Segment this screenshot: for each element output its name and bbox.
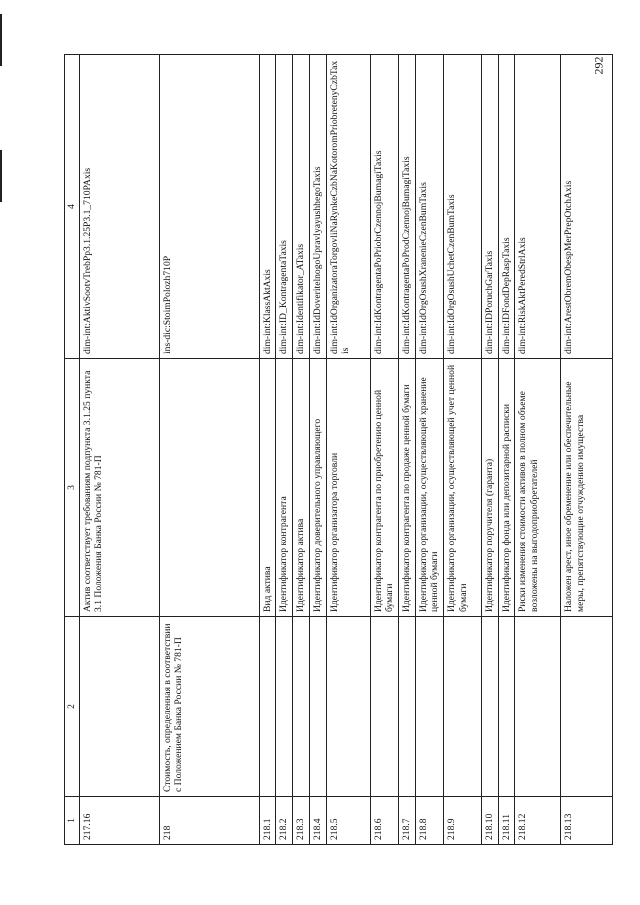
row-name (79, 617, 159, 797)
row-code: dim-int:IdDoveritelnogoUpravlyayushhegoTaxis (309, 55, 326, 359)
row-number: 218 (159, 797, 259, 845)
row-description: Идентификатор контрагента (276, 359, 293, 617)
table-row (259, 55, 276, 845)
row-code: dim-int:ArestObremObespMerPrepOtchAxis (561, 55, 613, 359)
row-name (293, 617, 310, 797)
row-description: Наложен арест, иное обременение или обеспечительные меры, препятствующие отчуждению имущества (561, 359, 613, 617)
row-name (498, 617, 515, 797)
row-number: 218.12 (515, 797, 561, 845)
data-table (64, 54, 613, 845)
row-number: 218.10 (482, 797, 499, 845)
margin-mark-middle (0, 150, 2, 202)
row-code: dim-int:IDFondDepRaspTaxis (498, 55, 515, 359)
row-name (259, 617, 276, 797)
table-row (159, 55, 259, 845)
row-code: dim-int:ID_KontragentaTaxis (276, 55, 293, 359)
row-name (370, 617, 398, 797)
header-col-4: 4 (65, 55, 80, 359)
row-description: Актив соответствует требованиям подпункта 3.1.25 пункта 3.1 Положения Банка России № 781-П (79, 359, 159, 617)
row-description: Вид актива (259, 359, 276, 617)
row-name: Стоимость, определенная в соответствии с Положением Банка России № 781-П (159, 617, 259, 797)
table-header-row (65, 55, 80, 845)
row-code: ins-dic:StoimPolozh710P (159, 55, 259, 359)
table-row (309, 55, 326, 845)
table-row (326, 55, 370, 845)
row-name (276, 617, 293, 797)
row-name (444, 617, 482, 797)
row-description: Идентификатор контрагента по приобретению ценной бумаги (370, 359, 398, 617)
margin-mark-top (0, 14, 2, 66)
table-row (498, 55, 515, 845)
table-row (293, 55, 310, 845)
row-number: 218.5 (326, 797, 370, 845)
row-code: dim-int:Identifikator_ATaxis (293, 55, 310, 359)
row-name (309, 617, 326, 797)
header-col-2: 2 (65, 617, 80, 797)
row-name (482, 617, 499, 797)
row-number: 217.16 (79, 797, 159, 845)
row-code: dim-int:IDPoruchGarTaxis (482, 55, 499, 359)
table-row (444, 55, 482, 845)
table-row (482, 55, 499, 845)
table-row (398, 55, 415, 845)
header-col-3: 3 (65, 359, 80, 617)
row-code: dim-int:IdOrganizatoraTorgovliNaRynkeCzbNaKotoromPriobretenyCzbTaxis (326, 55, 370, 359)
table-row (370, 55, 398, 845)
header-col-1: 1 (65, 797, 80, 845)
row-description (159, 359, 259, 617)
row-description: Идентификатор поручителя (гаранта) (482, 359, 499, 617)
row-name (326, 617, 370, 797)
table-row (79, 55, 159, 845)
row-number: 218.11 (498, 797, 515, 845)
row-number: 218.7 (398, 797, 415, 845)
row-number: 218.13 (561, 797, 613, 845)
row-number: 218.4 (309, 797, 326, 845)
row-name (515, 617, 561, 797)
row-number: 218.2 (276, 797, 293, 845)
row-name (415, 617, 443, 797)
row-number: 218.9 (444, 797, 482, 845)
row-description: Идентификатор организации, осуществляющей хранение ценной бумаги (415, 359, 443, 617)
row-description: Идентификатор организатора торговли (326, 359, 370, 617)
row-description: Идентификатор организации, осуществляющей учет ценной бумаги (444, 359, 482, 617)
row-number: 218.6 (370, 797, 398, 845)
row-description: Риски изменения стоимости активов в полном объеме возложены на выгодоприобретателей (515, 359, 561, 617)
row-description: Идентификатор доверительного управляющего (309, 359, 326, 617)
row-code: dim-int:RiskAktPeredStrlAxis (515, 55, 561, 359)
table-row (415, 55, 443, 845)
row-code: dim-int:IdKontragentaPoProdCzennojBumagiTaxis (398, 55, 415, 359)
row-description: Идентификатор актива (293, 359, 310, 617)
table-row (276, 55, 293, 845)
page-number: 292 (591, 56, 606, 75)
table-row (515, 55, 561, 845)
row-code: dim-int:KlassAktAxis (259, 55, 276, 359)
row-code: dim-int:IdKontragentaPoPriobrCzennojBumagiTaxis (370, 55, 398, 359)
row-number: 218.8 (415, 797, 443, 845)
row-code: dim-int:AktivSootvTrebPp3.1.25P3.1_710PAxis (79, 55, 159, 359)
rotated-table-container (64, 55, 587, 845)
row-description: Идентификатор контрагента по продаже ценной бумаги (398, 359, 415, 617)
table-row (561, 55, 613, 845)
row-number: 218.1 (259, 797, 276, 845)
row-number: 218.3 (293, 797, 310, 845)
row-code: dim-int:IdOrgOsushXranenieCzenBumTaxis (415, 55, 443, 359)
row-name (561, 617, 613, 797)
row-code: dim-int:IdOrgOsushUchetCzenBumTaxis (444, 55, 482, 359)
row-description: Идентификатор фонда или депозитарной расписки (498, 359, 515, 617)
row-name (398, 617, 415, 797)
